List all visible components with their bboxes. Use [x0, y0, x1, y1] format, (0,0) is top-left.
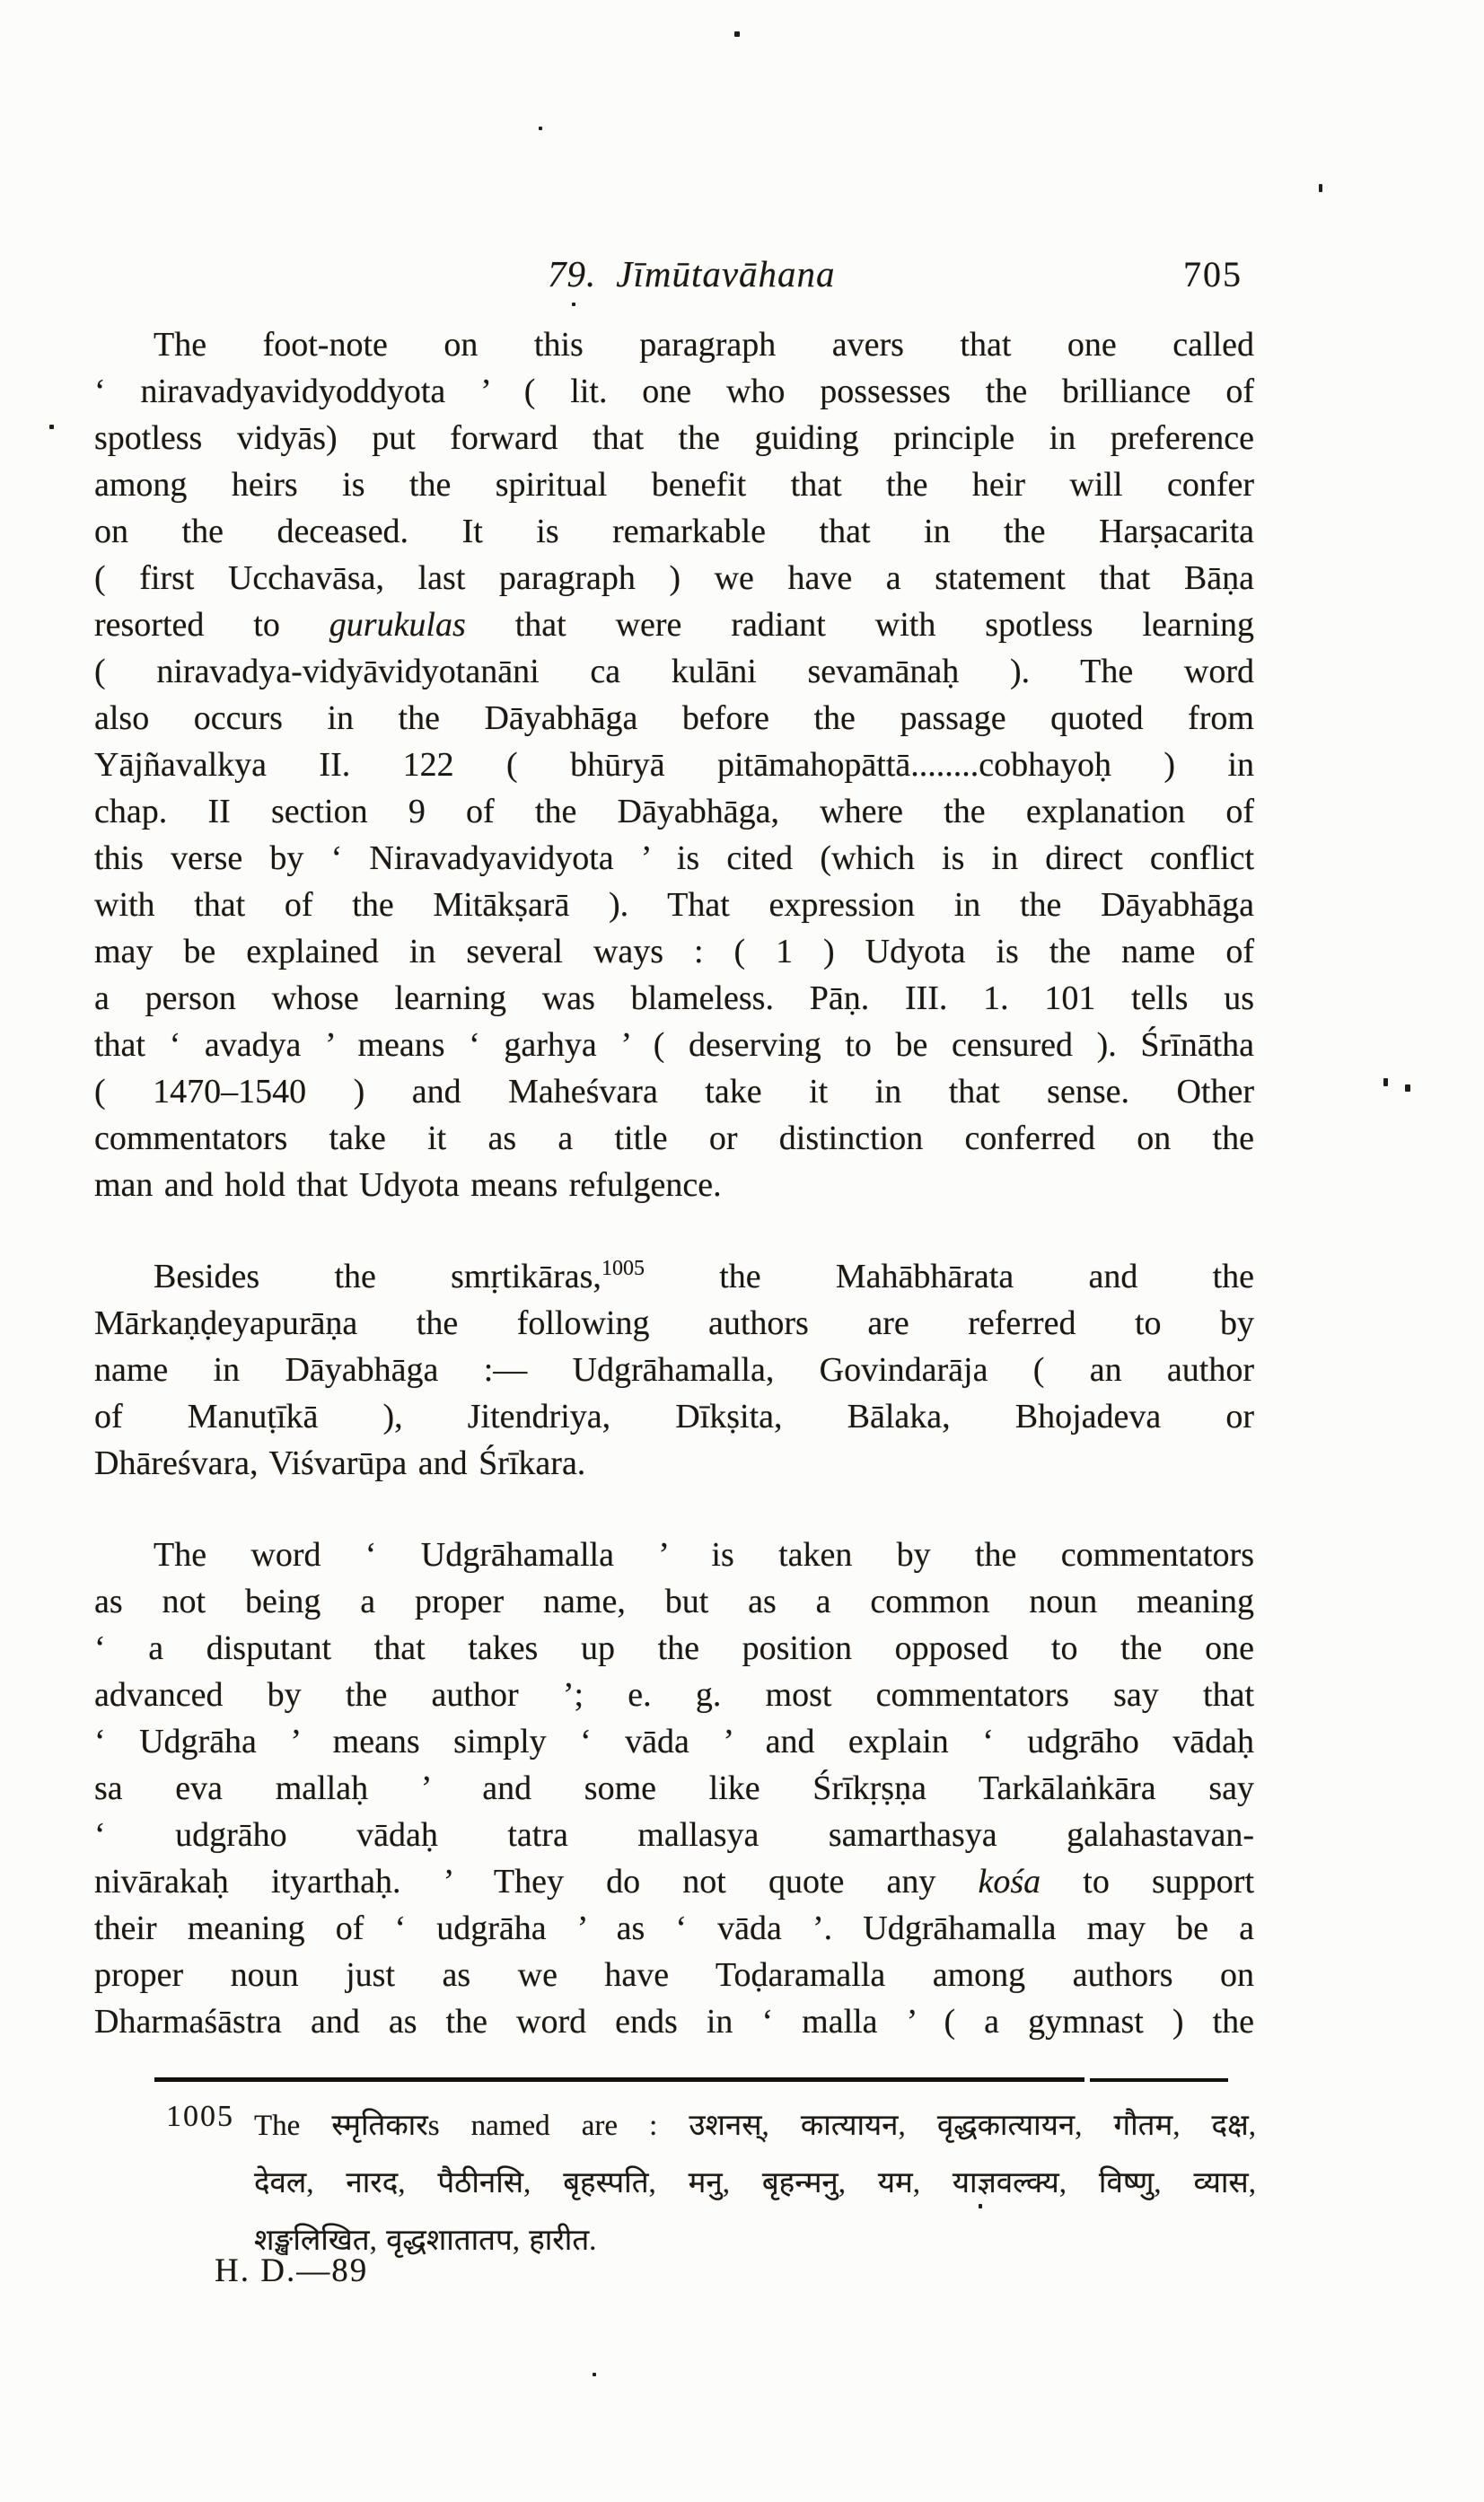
scan-speck — [979, 2204, 982, 2208]
text-line: may be explained in several ways : ( 1 ) Udyota is the name of — [94, 933, 1254, 970]
text-line: ( 1470–1540 ) and Maheśvara take it in that sense. Other — [94, 1073, 1254, 1111]
scan-speck — [1383, 1078, 1388, 1086]
page-number: 705 — [1183, 254, 1243, 294]
text-line: on the deceased. It is remarkable that in the Harṣacarita — [94, 513, 1254, 550]
rule-segment — [1090, 2078, 1228, 2082]
text-line: Besides the smṛtikāras,$^{1005}$ the Mahābhārata and the — [154, 1257, 1254, 1295]
text-line: sa eva mallaḥ ’ and some like Śrīkṛṣṇa Tarkālaṅkāra say — [94, 1769, 1254, 1807]
scan-speck — [1319, 184, 1322, 192]
text-line: Dharmaśāstra and as the word ends in ‘ malla ’ ( a gymnast ) the — [94, 2003, 1254, 2041]
text-line: resorted to gurukulas that were radiant with spotless learning — [94, 606, 1254, 644]
text-line: शङ्खलिखित, वृद्धशातातप, हारीत. — [254, 2225, 597, 2257]
printer-signature: H. D.—89 — [215, 2252, 369, 2289]
paragraph — [94, 1253, 1254, 1487]
text-line: commentators take it as a title or distinction conferred on the — [94, 1119, 1254, 1157]
text-line: a person whose learning was blameless. Pāṇ. III. 1. 101 tells us — [94, 979, 1254, 1017]
text-line: The foot-note on this paragraph avers that one called — [154, 326, 1254, 364]
rule-segment — [154, 2077, 1084, 2082]
scan-speck — [49, 425, 54, 429]
text-line: ( niravadya-vidyāvidyotanāni ca kulāni sevamānaḥ ). The word — [94, 653, 1254, 690]
text-line: ‘ niravadyavidyoddyota ’ ( lit. one who possesses the brilliance of — [94, 373, 1254, 410]
scan-speck — [734, 31, 740, 37]
chapter-title: Jīmūtavāhana — [616, 253, 836, 294]
text-line: ‘ a disputant that takes up the position opposed to the one — [94, 1629, 1254, 1667]
text-line: as not being a proper name, but as a common noun meaning — [94, 1583, 1254, 1620]
paragraph — [94, 1532, 1254, 2045]
text-line: ( first Ucchavāsa, last paragraph ) we have a statement that Bāṇa — [94, 559, 1254, 597]
text-line: name in Dāyabhāga :— Udgrāhamalla, Govindarāja ( an author — [94, 1351, 1254, 1389]
text-line: also occurs in the Dāyabhāga before the passage quoted from — [94, 699, 1254, 737]
text-line: देवल, नारद, पैठीनसि, बृहस्पति, मनु, बृहन्मनु, यम, याज्ञवल्क्य, विष्णु, व्यास, — [254, 2167, 1256, 2199]
text-line: chap. II section 9 of the Dāyabhāga, where the explanation of — [94, 793, 1254, 830]
footnote-text — [166, 2097, 1256, 2269]
text-line: among heirs is the spiritual benefit that the heir will confer — [94, 466, 1254, 504]
text-line: advanced by the author ’; e. g. most commentators say that — [94, 1676, 1254, 1714]
text-line: proper noun just as we have Toḍaramalla among authors on — [94, 1956, 1254, 1994]
footnote-separator-rule — [154, 2077, 1228, 2083]
scan-speck — [1405, 1084, 1410, 1092]
text-line: spotless vidyās) put forward that the guiding principle in preference — [94, 419, 1254, 457]
text-line: Dhāreśvara, Viśvarūpa and Śrīkara. — [94, 1444, 586, 1482]
footnote — [166, 2097, 1256, 2269]
page-header — [0, 252, 1484, 299]
text-line: nivārakaḥ ityarthaḥ. ’ They do not quote any kośa to support — [94, 1863, 1254, 1901]
text-line: with that of the Mitākṣarā ). That expression in the Dāyabhāga — [94, 886, 1254, 924]
chapter-heading — [548, 252, 836, 295]
paragraph — [94, 321, 1254, 1208]
text-line: Yājñavalkya II. 122 ( bhūryā pitāmahopāttā........cobhayoḥ ) in — [94, 746, 1254, 784]
text-line: The word ‘ Udgrāhamalla ’ is taken by the commentators — [154, 1536, 1254, 1574]
chapter-number: 79. — [548, 253, 597, 294]
scan-speck — [539, 127, 542, 130]
text-line: man and hold that Udyota means refulgence. — [94, 1166, 722, 1204]
scan-speck — [593, 2373, 596, 2376]
page-body — [94, 321, 1254, 2045]
text-line: this verse by ‘ Niravadyavidyota ’ is cited (which is in direct conflict — [94, 839, 1254, 877]
scan-speck — [572, 303, 575, 306]
text-line: The स्मृतिकारs named are : उशनस्, कात्यायन, वृद्धकात्यायन, गौतम, दक्ष, — [254, 2110, 1256, 2142]
text-line: Mārkaṇḍeyapurāṇa the following authors are referred to by — [94, 1304, 1254, 1342]
text-line: their meaning of ‘ udgrāha ’ as ‘ vāda ’. Udgrāhamalla may be a — [94, 1909, 1254, 1947]
text-line: of Manuṭīkā ), Jitendriya, Dīkṣita, Bālaka, Bhojadeva or — [94, 1398, 1254, 1435]
text-line: that ‘ avadya ’ means ‘ garhya ’ ( deserving to be censured ). Śrīnātha — [94, 1026, 1254, 1064]
text-line: ‘ udgrāho vādaḥ tatra mallasya samarthasya galahastavan- — [94, 1816, 1254, 1854]
text-line: ‘ Udgrāha ’ means simply ‘ vāda ’ and explain ‘ udgrāho vādaḥ — [94, 1723, 1254, 1760]
footnote-number: 1005 — [166, 2100, 234, 2133]
